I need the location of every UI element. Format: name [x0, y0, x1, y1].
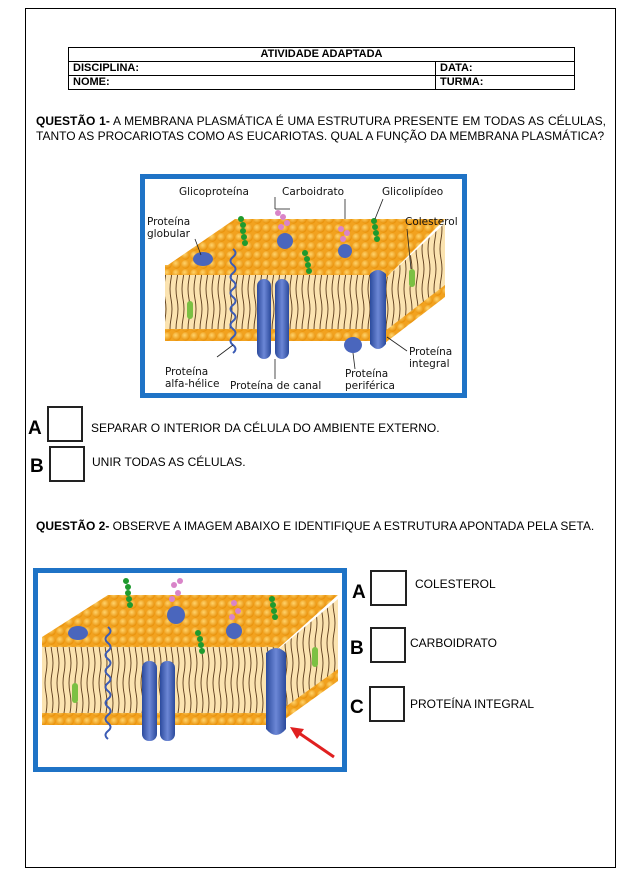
- label-alpha-helix-2: alfa-hélice: [165, 378, 220, 390]
- q2-option-c-text: PROTEÍNA INTEGRAL: [410, 697, 535, 711]
- membrane-diagram-labeled: [140, 174, 467, 398]
- label-cholesterol: Colesterol: [405, 216, 458, 228]
- label-integral-protein-1: Proteína: [409, 346, 453, 358]
- integral-protein: [370, 270, 386, 349]
- q2-option-c-letter: C: [350, 697, 364, 718]
- q2-option-a-letter: A: [352, 582, 366, 603]
- label-channel-protein: Proteína de canal: [230, 380, 322, 392]
- activity-title: ATIVIDADE ADAPTADA: [69, 48, 575, 62]
- q1-option-b-text: UNIR TODAS AS CÉLULAS.: [92, 455, 246, 469]
- label-carbohydrate: Carboidrato: [282, 186, 345, 198]
- channel-protein-right: [275, 279, 289, 359]
- q2-option-a-checkbox[interactable]: [370, 570, 407, 606]
- integral-protein-target: [266, 648, 286, 735]
- q2-option-c-checkbox[interactable]: [369, 686, 405, 722]
- q2-option-a-text: COLESTEROL: [415, 577, 496, 591]
- name-field[interactable]: NOME:: [69, 76, 436, 90]
- question-1-number: QUESTÃO 1-: [36, 114, 110, 128]
- membrane-illustration-2: [38, 573, 342, 767]
- label-glycoprotein: Glicoproteína: [179, 186, 249, 198]
- label-alpha-helix-1: Proteína: [165, 366, 209, 378]
- channel-protein-left: [257, 279, 271, 359]
- q2-option-b-checkbox[interactable]: [370, 627, 406, 663]
- label-integral-protein-2: integral: [409, 358, 450, 370]
- discipline-field[interactable]: DISCIPLINA:: [69, 62, 436, 76]
- date-field[interactable]: DATA:: [436, 62, 575, 76]
- question-1-text: A MEMBRANA PLASMÁTICA É UMA ESTRUTURA PRESENTE EM TODAS AS CÉLULAS, TANTO AS PROCARIOTAS COMO AS EUCARIOTAS. QUAL A FUNÇÃO DA MEMBRANA PLASMÁTICA?: [36, 114, 606, 143]
- label-peripheral-protein-2: periférica: [345, 380, 395, 392]
- q2-option-b-letter: B: [350, 638, 364, 659]
- q2-option-b-text: CARBOIDRATO: [410, 636, 497, 650]
- label-globular-protein-1: Proteína: [147, 216, 191, 228]
- q1-option-a-checkbox[interactable]: [47, 406, 83, 442]
- q1-option-b-checkbox[interactable]: [49, 446, 85, 482]
- label-globular-protein-2: globular: [147, 228, 190, 240]
- label-glycolipid: Glicolipídeo: [382, 186, 444, 198]
- q1-option-a-letter: A: [28, 418, 42, 439]
- label-peripheral-protein-1: Proteína: [345, 368, 389, 380]
- header-table: [68, 47, 575, 90]
- red-arrow-icon: [290, 727, 334, 757]
- question-1: [36, 114, 606, 144]
- membrane-diagram-arrow: [33, 568, 347, 772]
- question-2: [36, 519, 606, 534]
- peripheral-protein: [344, 337, 362, 353]
- class-field[interactable]: TURMA:: [436, 76, 575, 90]
- q1-option-b-letter: B: [30, 456, 44, 477]
- question-2-text: OBSERVE A IMAGEM ABAIXO E IDENTIFIQUE A ESTRUTURA APONTADA PELA SETA.: [109, 519, 595, 533]
- q1-option-a-text: SEPARAR O INTERIOR DA CÉLULA DO AMBIENTE EXTERNO.: [91, 421, 440, 435]
- membrane-illustration: [145, 179, 462, 393]
- question-2-number: QUESTÃO 2-: [36, 519, 110, 533]
